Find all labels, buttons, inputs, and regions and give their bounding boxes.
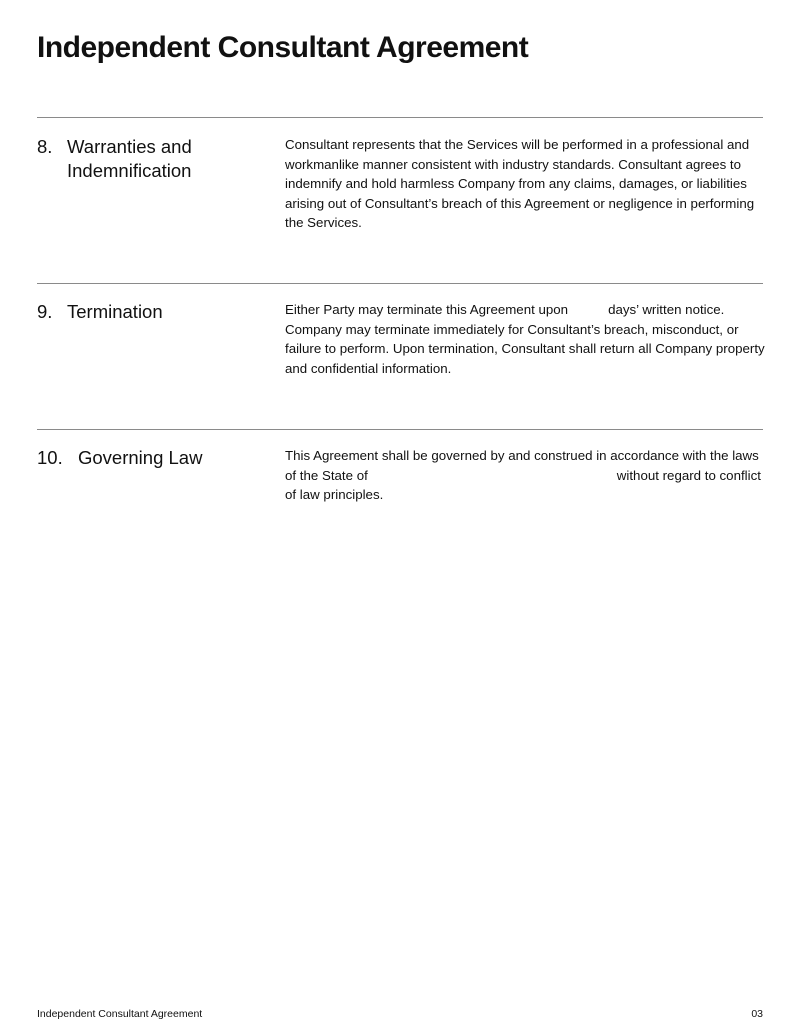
body-text-after-blank: days’ written notice. Company may terminate immediately for Consultant’s breach, misconduct, or failure to perform. Upon termination, Consultant shall return all Company property and confidential information. xyxy=(285,302,765,376)
section-heading xyxy=(37,300,277,324)
section-body: Consultant represents that the Services will be performed in a professional and workmanlike manner consistent with industry standards. Consultant agrees to indemnify and hold harmless Company from any claims, damages, or liabilities arising out of Consultant’s breach of this Agreement or negligence in performing the Services. xyxy=(285,137,755,231)
section-number: 8. xyxy=(37,136,53,157)
section-title: Governing Law xyxy=(78,447,203,468)
section-heading xyxy=(37,446,277,470)
section-title: Warranties and Indemnification xyxy=(67,136,192,181)
section-title: Termination xyxy=(67,301,163,322)
body-text-after-blank: without regard to conflict of law principles. xyxy=(285,467,761,503)
section-body xyxy=(285,300,765,378)
section-number: 10. xyxy=(37,447,63,468)
section-body xyxy=(285,446,765,505)
footer-title: Independent Consultant Agreement xyxy=(37,1008,203,1020)
section-divider xyxy=(37,429,763,430)
section-divider xyxy=(37,117,763,118)
section-number: 9. xyxy=(37,301,53,322)
section-heading xyxy=(37,135,277,183)
body-text-before-blank: Either Party may terminate this Agreement upon xyxy=(285,302,569,317)
footer-page-number: 03 xyxy=(751,1008,763,1020)
page-title: Independent Consultant Agreement xyxy=(37,31,529,64)
body-text-before-blank: This Agreement shall be governed by and construed in accordance with the laws of the State of xyxy=(285,448,759,483)
section-divider xyxy=(37,283,763,284)
